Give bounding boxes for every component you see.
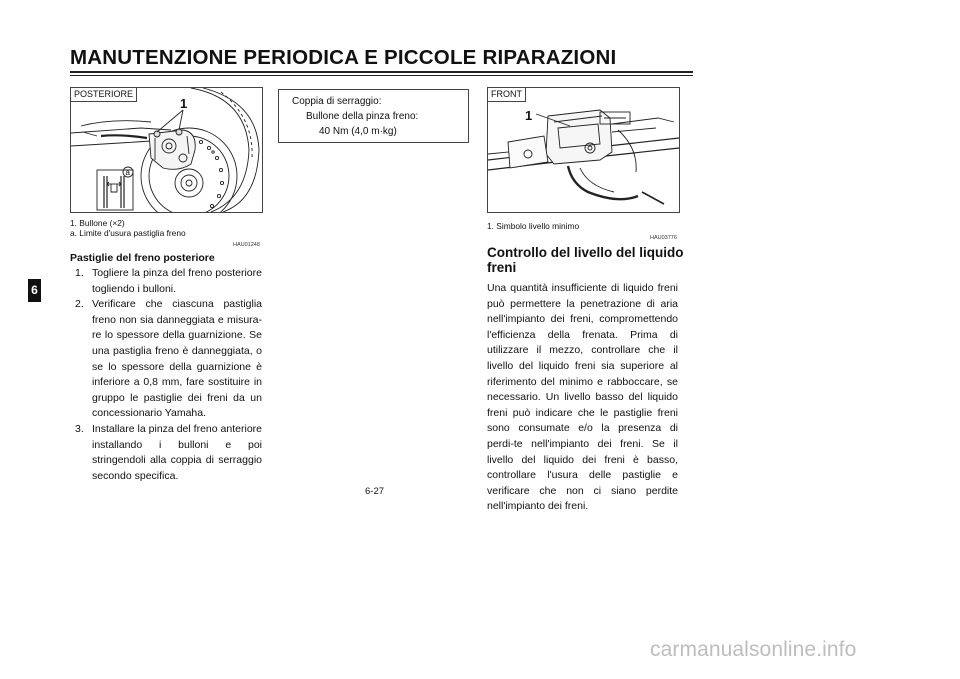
- step-number: 2.: [75, 298, 84, 311]
- step-text: Togliere la pinza del freno posteriore togliendo i bulloni.: [92, 267, 262, 295]
- callout-1-right: 1: [525, 108, 533, 123]
- page-title: MANUTENZIONE PERIODICA E PICCOLE RIPARAZIONI: [70, 46, 617, 69]
- section-heading-fluid-level: Controllo del livello del liquido freni: [487, 245, 684, 275]
- section-heading-rear-pads: Pastiglie del freno posteriore: [70, 252, 215, 264]
- torque-bolt-label: Bullone della pinza freno:: [306, 111, 419, 122]
- callout-a-left: a: [125, 168, 130, 177]
- figure-label-front: FRONT: [488, 88, 526, 102]
- rear-pads-steps: [75, 266, 262, 484]
- torque-spec-box: [278, 89, 469, 143]
- figure-caption-min-level: 1. Simbolo livello minimo: [487, 221, 580, 231]
- list-item: [75, 297, 262, 422]
- front-reservoir-figure: [487, 87, 680, 213]
- header-rule-thin: [70, 75, 693, 76]
- watermark: carmanualsonline.info: [650, 638, 857, 661]
- chapter-tab: 6: [28, 279, 41, 302]
- figure-caption-bolt: 1. Bullone (×2): [70, 218, 125, 228]
- page-number: 6-27: [365, 486, 385, 497]
- step-text: Installare la pinza del freno anteriore installando i bulloni e poi stringendoli alla coppia di serraggio secondo specifica.: [92, 422, 262, 482]
- fluid-level-paragraph: Una quantità insufficiente di liquido freni può permettere la penetrazione di aria nell'impianto dei freni, compromettendo l'efficienza della frenata. Prima di utilizzare il mezzo, controllare che il livello del liquido freni sia superiore al riferimento del minimo e rabboccare, se necessario. Un livello basso del liquido freni può indicare che le pastiglie freni sono consumate e/o la presenza di perdi-te nell'impianto dei freni. Se il livello del liquido dei freni è basso, controllare l'usura delle pastiglie e verificare che non ci siano perdite nell'impianto dei freni.: [487, 282, 678, 513]
- torque-label: Coppia di serraggio:: [292, 96, 382, 107]
- list-item: [75, 422, 262, 484]
- front-reservoir-illustration: [488, 88, 679, 212]
- rear-caliper-illustration: [71, 88, 262, 212]
- figure-caption-pad-limit: a. Limite d'usura pastiglia freno: [70, 228, 186, 238]
- step-number: 3.: [75, 422, 84, 435]
- header-rule: [70, 71, 693, 73]
- reference-code-left: HAU01248: [233, 242, 260, 248]
- list-item: [75, 266, 262, 297]
- torque-value: 40 Nm (4,0 m·kg): [319, 126, 397, 137]
- step-number: 1.: [75, 267, 84, 279]
- reference-code-right: HAU03776: [650, 235, 677, 241]
- callout-1-left: 1: [180, 96, 188, 111]
- figure-label-rear: POSTERIORE: [71, 88, 137, 102]
- step-text: Verificare che ciascuna pastiglia freno non sia danneggiata e misura-re lo spessore della guarnizione. Se una pastiglia freno è danneggiata, o se lo spessore della guarnizione è inferiore a 0,8 mm, fare sostituire in gruppo le pastiglie dei freni da un concessionario Yamaha.: [92, 298, 262, 420]
- rear-brake-figure: [70, 87, 263, 213]
